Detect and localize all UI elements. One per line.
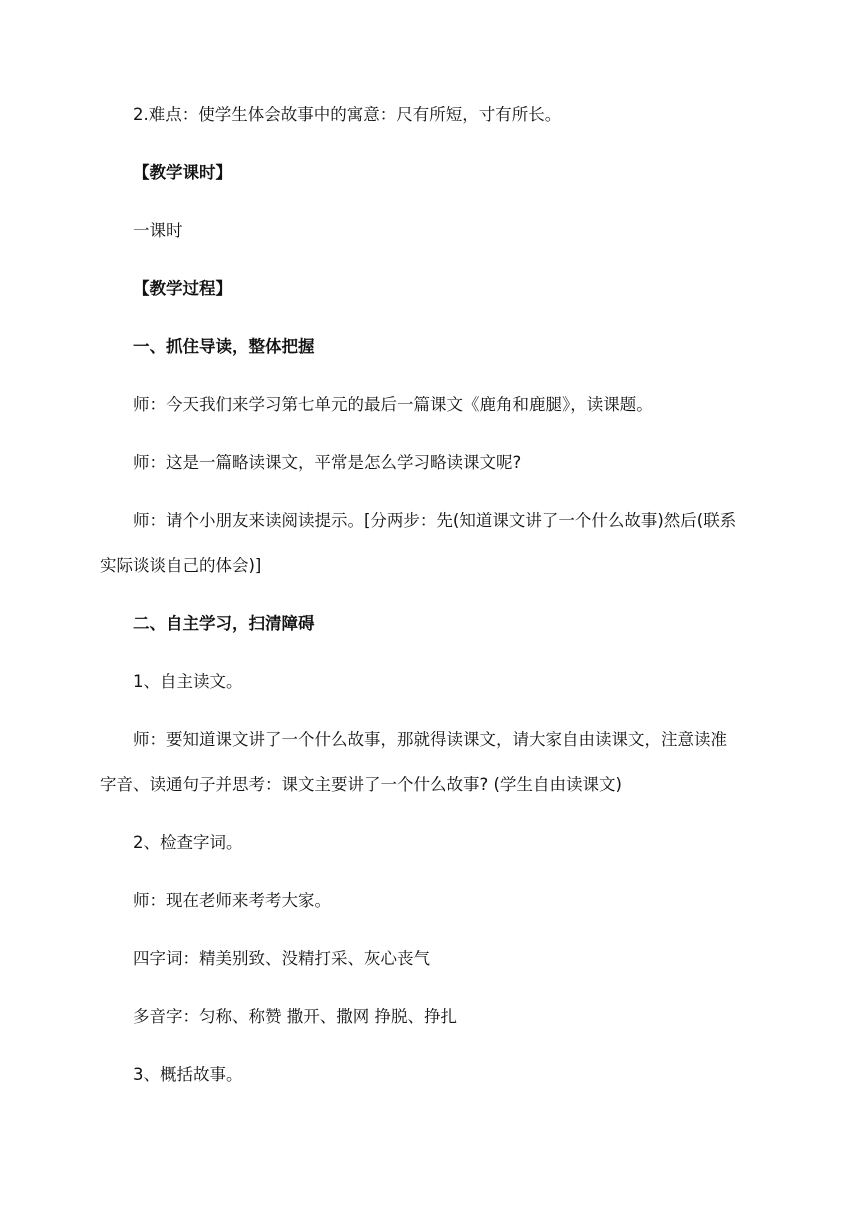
- paragraph-self-reading: 1、自主读文。: [133, 672, 243, 691]
- paragraph-read-instruction-line2: 字音、读通句子并思考：课文主要讲了一个什么故事? (学生自由读课文): [100, 775, 622, 794]
- paragraph-summarize-story: 3、概括故事。: [133, 1065, 243, 1084]
- section-heading-lesson-time: 【教学课时】: [133, 163, 232, 182]
- paragraph-one-lesson: 一课时: [133, 221, 183, 240]
- paragraph-read-instruction-line1: 师：要知道课文讲了一个什么故事，那就得读课文，请大家自由读课文，注意读准: [133, 730, 727, 749]
- paragraph-four-char-words: 四字词：精美别致、没精打采、灰心丧气: [133, 949, 430, 968]
- paragraph-teacher-question: 师：这是一篇略读课文，平常是怎么学习略读课文呢?: [133, 453, 522, 472]
- paragraph-polyphonic-chars: 多音字：匀称、称赞 撒开、撒网 挣脱、挣扎: [133, 1007, 457, 1026]
- heading-part-one: 一、抓住导读，整体把握: [133, 337, 315, 356]
- heading-part-two: 二、自主学习，扫清障碍: [133, 614, 315, 633]
- paragraph-teacher-intro: 师：今天我们来学习第七单元的最后一篇课文《鹿角和鹿腿》，读课题。: [133, 395, 653, 414]
- paragraph-reading-prompt-line1: 师：请个小朋友来读阅读提示。[分两步：先(知道课文讲了一个什么故事)然后(联系: [133, 511, 737, 530]
- paragraph-check-words: 2、检查字词。: [133, 833, 243, 852]
- paragraph-difficulty: 2.难点：使学生体会故事中的寓意：尺有所短，寸有所长。: [133, 105, 562, 124]
- paragraph-reading-prompt-line2: 实际谈谈自己的体会)]: [100, 556, 262, 575]
- section-heading-teaching-process: 【教学过程】: [133, 279, 232, 298]
- paragraph-teacher-test: 师：现在老师来考考大家。: [133, 891, 331, 910]
